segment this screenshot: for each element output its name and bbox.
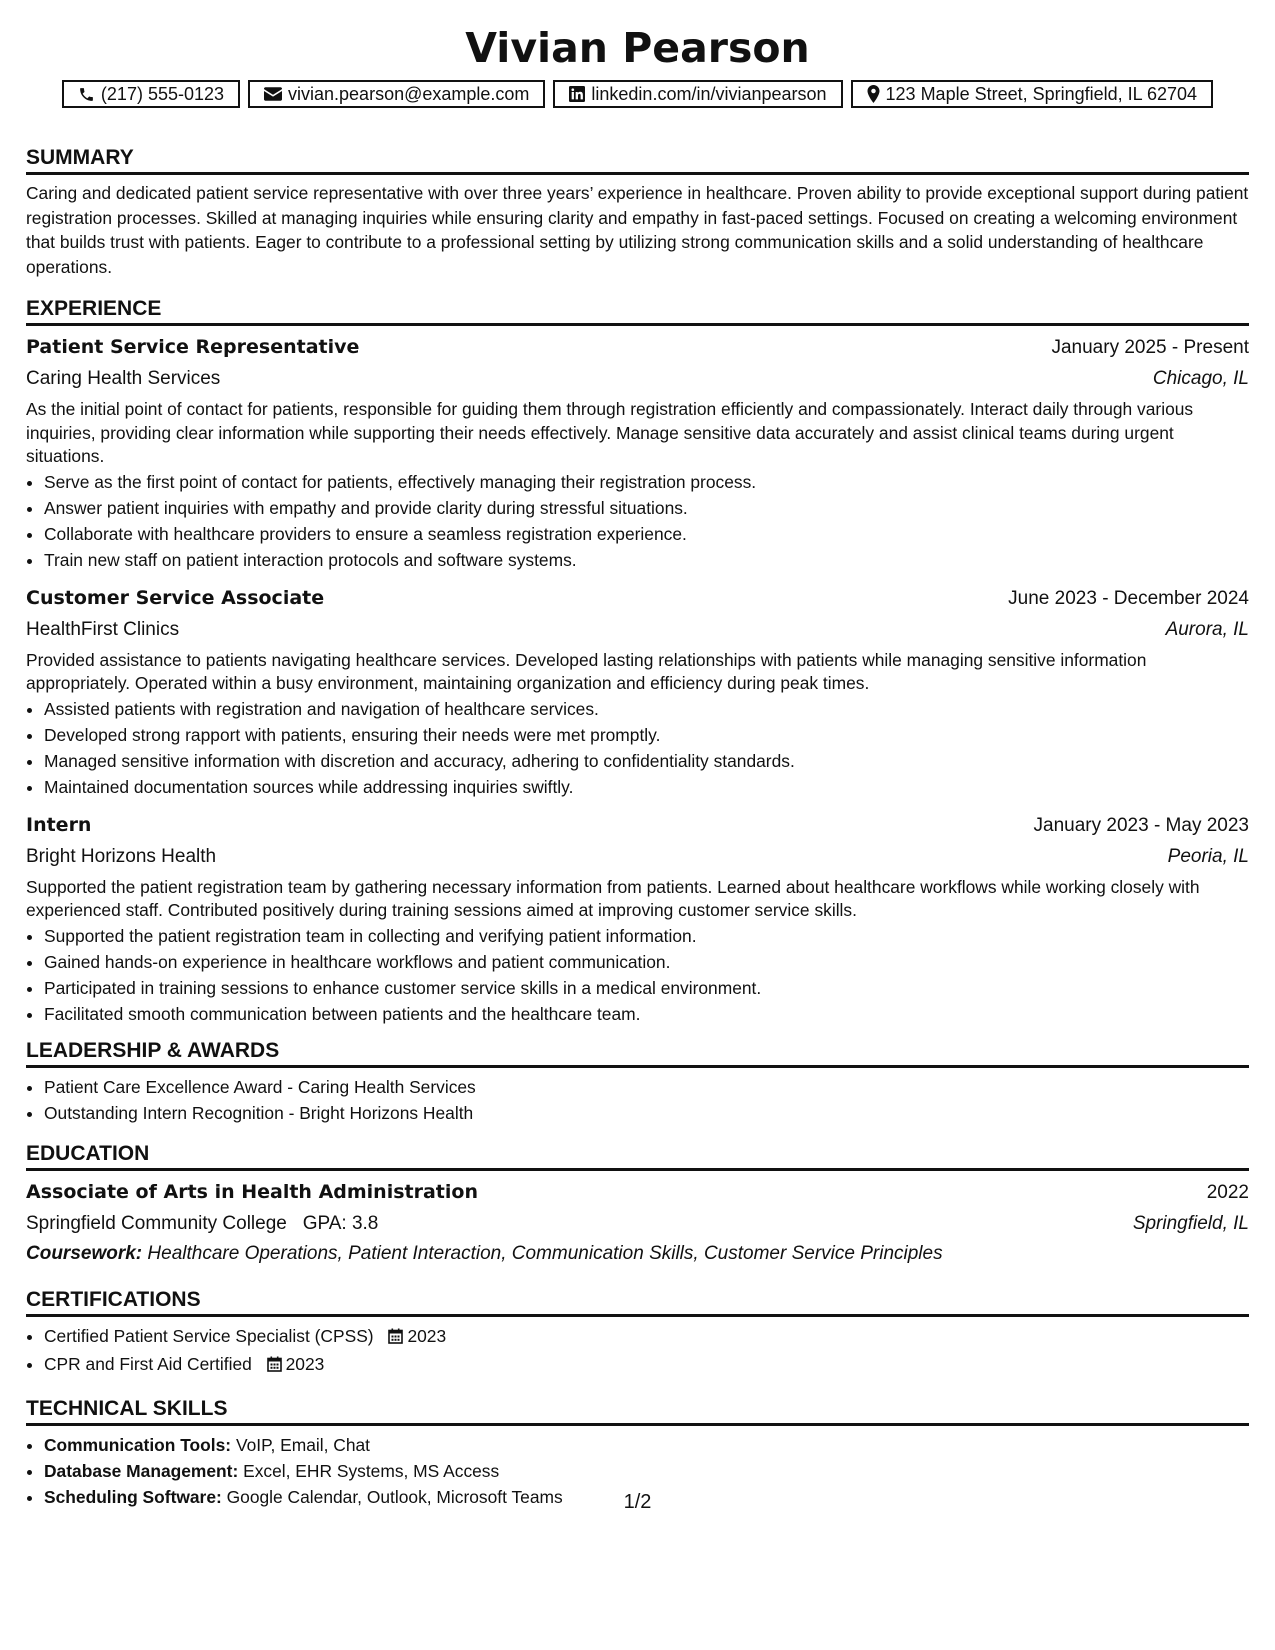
- list-item: • Maintained documentation sources while addressing inquiries swiftly.: [44, 774, 1249, 800]
- list-item: [44, 1458, 1249, 1484]
- section-title-education: EDUCATION: [26, 1140, 1249, 1171]
- degree-title: Associate of Arts in Health Administration: [26, 1180, 478, 1203]
- phone-text: (217) 555-0123: [100, 83, 225, 104]
- job-date: June 2023 - December 2024: [1008, 587, 1249, 609]
- job-bullets: [26, 469, 1249, 573]
- list-item: • Facilitated smooth communication between patients and the healthcare team.: [44, 1001, 1249, 1027]
- coursework-label: Coursework:: [26, 1242, 143, 1264]
- job-company: Caring Health Services: [26, 368, 221, 389]
- job-role: Intern: [26, 813, 92, 836]
- list-item: • Managed sensitive information with discretion and accuracy, adhering to confidentiality standards.: [44, 748, 1249, 774]
- job-location: Peoria, IL: [1167, 845, 1249, 867]
- cert-name: CPR and First Aid Certified: [44, 1353, 252, 1374]
- job-date: January 2025 - Present: [1051, 337, 1249, 358]
- coursework-line: [26, 1239, 1249, 1268]
- cert-name: Certified Patient Service Specialist (CPSS): [44, 1325, 374, 1346]
- calendar-icon: [388, 1325, 403, 1351]
- education-year: 2022: [1206, 1181, 1249, 1203]
- list-item: • Serve as the first point of contact for patients, effectively managing their registration process.: [44, 469, 1249, 495]
- job-bullets: [26, 923, 1249, 1027]
- contact-address[interactable]: [851, 80, 1214, 108]
- list-item: • Supported the patient registration team in collecting and verifying patient information.: [44, 923, 1249, 949]
- list-item: [44, 1432, 1249, 1458]
- list-item: • Outstanding Intern Recognition - Bright Horizons Health: [44, 1100, 1249, 1126]
- job-description: As the initial point of contact for patients, responsible for guiding them through registration efficiently and compassionately. Interact daily through various inquiries, providing clear information while supporting their needs effectively. Manage sensitive data accurately and assist clinical teams during urgent situations.: [26, 399, 1194, 466]
- job-role: Customer Service Associate: [26, 586, 325, 609]
- summary-text: Caring and dedicated patient service representative with over three years’ experience in healthcare. Proven ability to provide exceptional support during patient registration processes. Skilled at managing inquiries while ensuring clarity and empathy in fast-paced settings. Focused on creating a welcoming environment that builds trust with patients. Eager to contribute to a professional setting by utilizing strong communication skills and a solid understanding of healthcare operations.: [26, 183, 1249, 277]
- certifications-list: [26, 1323, 1249, 1379]
- coursework-text: Healthcare Operations, Patient Interaction, Communication Skills, Customer Service Principles: [147, 1242, 943, 1264]
- candidate-name: Vivian Pearson: [465, 24, 810, 72]
- job-entry: [26, 810, 1249, 1027]
- school-line: [26, 1208, 378, 1239]
- contact-bar: [26, 80, 1249, 108]
- contact-phone[interactable]: [62, 80, 240, 108]
- skill-value: VoIP, Email, Chat: [235, 1434, 370, 1455]
- section-title-certifications: CERTIFICATIONS: [26, 1286, 1249, 1317]
- job-company: Bright Horizons Health: [26, 845, 217, 867]
- certifications-section: [26, 1286, 1249, 1379]
- list-item: [44, 1351, 1249, 1379]
- linkedin-text: linkedin.com/in/vivianpearson: [591, 83, 827, 104]
- section-title-awards: LEADERSHIP & AWARDS: [26, 1037, 1249, 1068]
- cert-year: 2023: [285, 1353, 325, 1374]
- list-item: • Answer patient inquiries with empathy and provide clarity during stressful situations.: [44, 495, 1249, 521]
- cert-year: 2023: [407, 1325, 447, 1346]
- skill-label: Database Management:: [44, 1460, 239, 1481]
- skill-value: Excel, EHR Systems, MS Access: [243, 1460, 500, 1481]
- contact-linkedin[interactable]: [553, 80, 842, 108]
- skill-label: Scheduling Software:: [44, 1486, 222, 1507]
- map-pin-icon: [867, 85, 880, 103]
- awards-section: [26, 1037, 1249, 1126]
- list-item: [44, 1323, 1249, 1351]
- job-bullets: [26, 696, 1249, 800]
- section-title-skills: TECHNICAL SKILLS: [26, 1395, 1249, 1426]
- list-item: • Gained hands-on experience in healthcare workflows and patient communication.: [44, 949, 1249, 975]
- linkedin-icon: [569, 86, 585, 102]
- list-item: • Assisted patients with registration and navigation of healthcare services.: [44, 696, 1249, 722]
- job-description: Provided assistance to patients navigating healthcare services. Developed lasting relationships with patients while managing sensitive information appropriately. Operated within a busy environment, maintaining organization and efficiency during peak times.: [26, 649, 1147, 693]
- job-location: Chicago, IL: [1152, 368, 1249, 389]
- gpa: GPA: 3.8: [302, 1212, 379, 1234]
- list-item: • Collaborate with healthcare providers to ensure a seamless registration experience.: [44, 521, 1249, 547]
- job-date: January 2023 - May 2023: [1033, 814, 1249, 836]
- job-entry: [26, 583, 1249, 800]
- awards-list: [26, 1074, 1249, 1126]
- job-company: HealthFirst Clinics: [26, 618, 180, 640]
- envelope-icon: [264, 87, 282, 101]
- list-item: • Developed strong rapport with patients, ensuring their needs were met promptly.: [44, 722, 1249, 748]
- experience-section: [26, 295, 1249, 1027]
- job-role: Patient Service Representative: [26, 336, 360, 358]
- skill-value: Google Calendar, Outlook, Microsoft Teams: [226, 1486, 563, 1507]
- education-section: [26, 1140, 1249, 1268]
- job-entry: [26, 332, 1249, 573]
- contact-email[interactable]: [248, 80, 545, 108]
- address-text: 123 Maple Street, Springfield, IL 62704: [885, 83, 1198, 104]
- page-number: 1/2: [623, 1491, 652, 1513]
- phone-icon: [78, 86, 95, 103]
- calendar-icon: [267, 1353, 282, 1379]
- email-text: vivian.pearson@example.com: [288, 83, 530, 104]
- summary-section: [26, 144, 1249, 279]
- section-title-experience: EXPERIENCE: [26, 295, 1249, 326]
- list-item: • Participated in training sessions to enhance customer service skills in a medical environment.: [44, 975, 1249, 1001]
- list-item: • Patient Care Excellence Award - Caring Health Services: [44, 1074, 1249, 1100]
- skill-label: Communication Tools:: [44, 1434, 232, 1455]
- job-location: Aurora, IL: [1165, 618, 1249, 640]
- list-item: • Train new staff on patient interaction protocols and software systems.: [44, 547, 1249, 573]
- job-description: Supported the patient registration team by gathering necessary information from patients. Learned about healthcare workflows while working closely with experienced staff. Contributed positively during training sessions aimed at improving customer service skills.: [26, 876, 1200, 920]
- school-name: Springfield Community College: [26, 1212, 287, 1234]
- section-title-summary: SUMMARY: [26, 144, 1249, 175]
- education-location: Springfield, IL: [1132, 1212, 1249, 1234]
